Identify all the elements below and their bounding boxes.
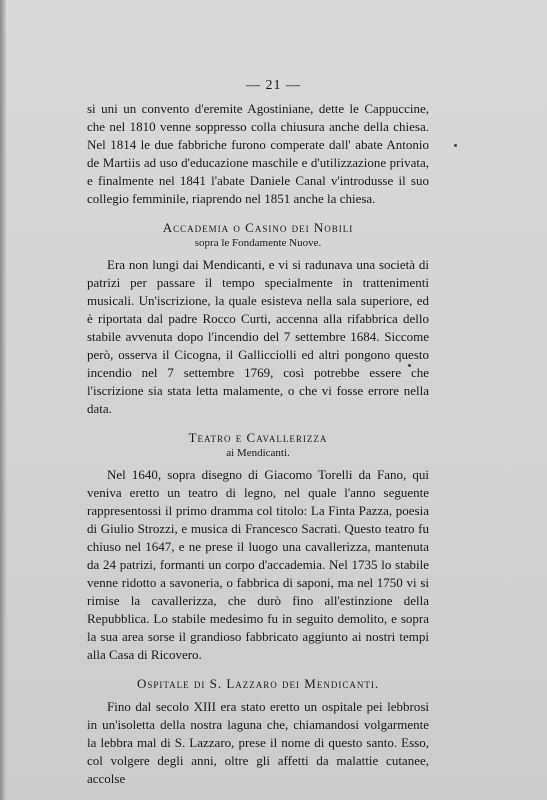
section-title-teatro: Teatro e Cavallerizza [188,430,328,445]
page-number: — 21 — [246,78,301,93]
section-title-accademia: Accademia o Casino dei Nobili [162,220,354,235]
page-body [87,100,429,788]
ink-speck [454,144,457,147]
page-spine-shadow [0,0,6,800]
section-body-ospitale: Fino dal secolo XIII era stato eretto un ospitale pei lebbrosi in un'isoletta della nostra laguna che, chiamandosi volgarmente la lebbra mal di S. Lazzaro, prese il nome di questo santo. Esso, col volgere degli anni, oltre gli affetti da malattie cutanee, accolse [87,699,429,786]
section-subtitle-teatro: ai Mendicanti. [226,447,290,459]
section-title-ospitale: Ospitale di S. Lazzaro dei Mendicanti. [136,676,380,691]
section-body-teatro: Nel 1640, sopra disegno di Giacomo Torelli da Fano, qui veniva eretto un teatro di legno, nel quale l'anno seguente rappresentossi il primo dramma col titolo: La Finta Pazza, poesia di Giulio Strozzi, e musica di Francesco Sacrati. Questo teatro fu chiuso nel 1647, e ne prese il luogo una cavallerizza, mantenuta da 24 patrizi, formanti un corpo d'accademia. Nel 1735 lo stabile venne ridotto a savoneria, o fabbrica di saponi, ma nel 1750 vi si rimise la cavallerizza, che durò fino all'estinzione della Repubblica. Lo stabile medesimo fu in seguito demolito, e sopra la sua area sorse il grandioso fabbricato aggiunto ai nostri tempi alla Casa di Ricovero. [87,467,429,662]
intro-paragraph: si uni un convento d'eremite Agostiniane, dette le Cappuccine, che nel 1810 venne soppresso colla chiusura anche della chiesa. Nel 1814 le due fabbriche furono comperate dall' abate Antonio de Martiis ad uso d'educazione maschile e d'utilizzazione privata, e finalmente nel 1841 l'abate Daniele Canal v'introdusse il suo collegio femminile, riaprendo nel 1851 anche la chiesa. [87,101,429,206]
section-subtitle-accademia: sopra le Fondamente Nuove. [194,237,322,249]
section-body-accademia: Era non lungi dai Mendicanti, e vi si radunava una società di patrizi per passare il tempo specialmente in trattenimenti musicali. Un'iscrizione, la quale esisteva nella sala superiore, ed è riportata dal padre Rocco Curti, accenna alla rifabbrica dello stabile avvenuta dopo l'incendio del 7 settembre 1684. Siccome però, osserva il Cicogna, il Gallicciolli ed altri pongono questo incendio nel 7 settembre 1769, così potrebbe essere che l'iscrizione sia stata letta malamente, o che vi fosse errore nella data. [87,257,429,416]
